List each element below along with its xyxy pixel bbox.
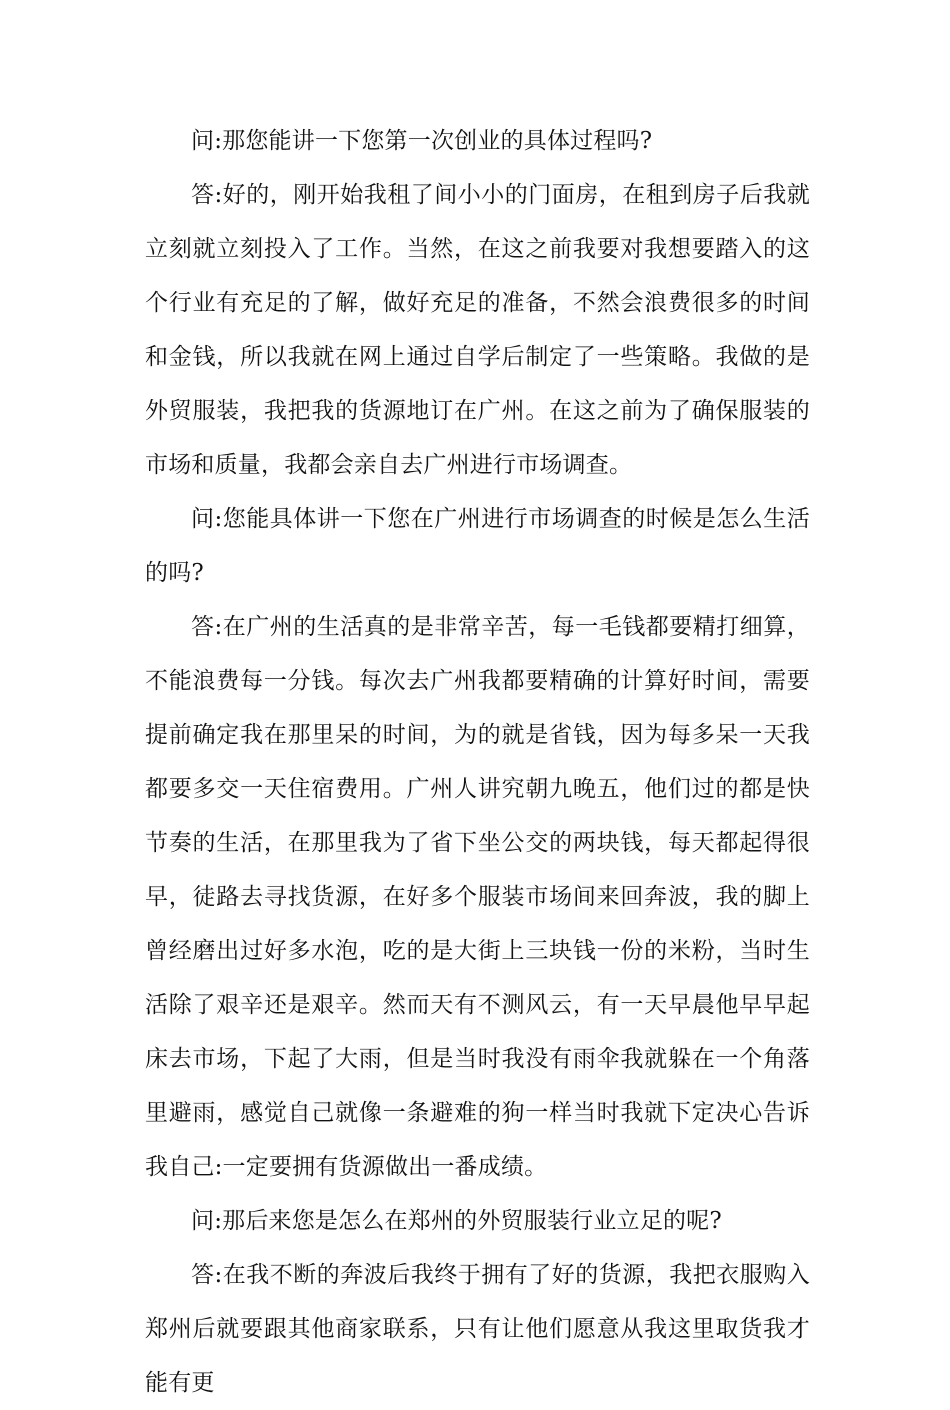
question-paragraph: 问:那后来您是怎么在郑州的外贸服装行业立足的呢? [191,1208,722,1234]
answer-paragraph: 答:在我不断的奔波后我终于拥有了好的货源，我把衣服购入郑州后就要跟其他商家联系，只有让他们愿意从我这里取货我才能有更 [145,1262,810,1396]
answer-paragraph: 答:好的，刚开始我租了间小小的门面房，在租到房子后我就立刻就立刻投入了工作。当然，在这之前我要对我想要踏入的这个行业有充足的了解，做好充足的准备，不然会浪费很多的时间和金钱，所以我就在网上通过自学后制定了一些策略。我做的是外贸服装，我把我的货源地订在广州。在这之前为了确保服装的市场和质量，我都会亲自去广州进行市场调查。 [145,182,810,478]
document-body [145,114,810,1410]
question-paragraph: 问:您能具体讲一下您在广州进行市场调查的时候是怎么生活的吗? [145,506,810,586]
question-paragraph: 问:那您能讲一下您第一次创业的具体过程吗? [191,128,653,154]
answer-paragraph: 答:在广州的生活真的是非常辛苦，每一毛钱都要精打细算，不能浪费每一分钱。每次去广州我都要精确的计算好时间，需要提前确定我在那里呆的时间，为的就是省钱，因为每多呆一天我都要多交一天住宿费用。广州人讲究朝九晚五，他们过的都是快节奏的生活，在那里我为了省下坐公交的两块钱，每天都起得很早，徒路去寻找货源，在好多个服装市场间来回奔波，我的脚上曾经磨出过好多水泡，吃的是大街上三块钱一份的米粉，当时生活除了艰辛还是艰辛。然而天有不测风云，有一天早晨他早早起床去市场，下起了大雨，但是当时我没有雨伞我就躲在一个角落里避雨，感觉自己就像一条避难的狗一样当时我就下定决心告诉我自己:一定要拥有货源做出一番成绩。 [145,614,810,1180]
